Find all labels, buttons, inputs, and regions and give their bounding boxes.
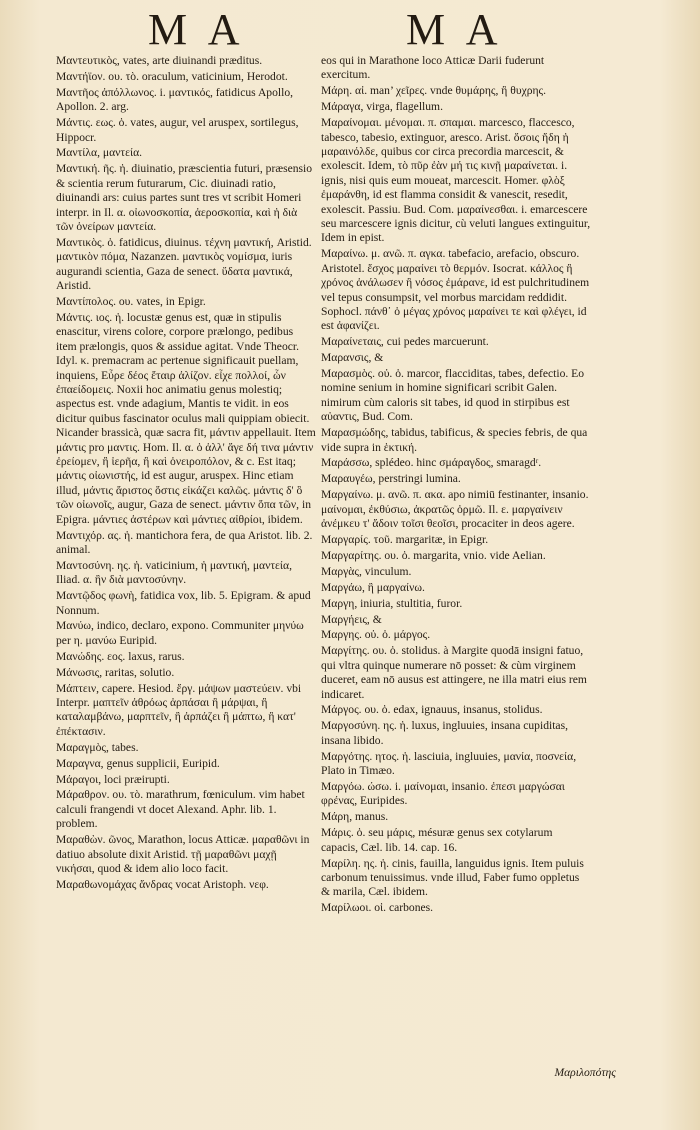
dictionary-entry: Μαργότης. ητος. ἡ. lasciuia, ingluuies, μανία, ποσνεία, Plato in Timæo. bbox=[321, 749, 577, 778]
dictionary-entry: Μαρανσις, & bbox=[321, 351, 384, 365]
dictionary-entry: Μαργίτης. ου. ὁ. stolidus. à Margite quodā insigni fatuo, qui vltra quinque numerare nō posset: & cùm virginem duceret, eam nō ausus est attingere, ne illa matri eius rem indicaret. bbox=[321, 644, 587, 701]
dictionary-entry: Μάρη, manus. bbox=[321, 810, 389, 824]
dictionary-entry: Μάντις. ιος. ἡ. locustæ genus est, quæ in stipulis enascitur, virens colore, corpore prælongo, pedibus item prælongis, quos & assidue agitat. Vnde Theocr. Idyl. κ. premacram ac pertenue significauit puellam, inquiens, Εὖρε δέος ἔταιρ ἀλίζον. εἶχε πολλοί, ὧν ἐπαείδομεις. Noxii hoc animatiu genus molestiq; aspectus est. vnde adagium, Mantis te vidit. in eos dicitur quibus fascinator oculus mali quippiam obiecit. Nicander brassicà, quæ sacra fit, μάντιν appellauit. Item μάντις pro μαντις. Hom. Il. α. ὁ ἀλλ' ἄγε δή τινα μάντιν ἐρείομεν, ἢ ἱερῆα, ἢ καὶ ὀνειροπόλον, & c. Est itaq; μάντις οἰωνιστής, id est augur, aruspex. Hinc etiam illud, μάντις ἄριστος ὅστις εἰκάζει καλῶς. μάντις δ' ὃ τῶν οἰωνοῖς, augur, Gaza de senect. μάντιν ὄπα τῶν, in Epigra. μάντιες ἀστέρων καὶ μάντιες αἰθρίοι, ibidem. bbox=[56, 310, 316, 526]
dictionary-entry: Μαντοσύνη. ης. ἡ. vaticinium, ἡ μαντική, μαντεία, Iliad. α. ἣν διὰ μαντοσύνην. bbox=[56, 558, 292, 587]
dictionary-entry: Μαραγνα, genus supplicii, Euripid. bbox=[56, 756, 220, 770]
running-head-right: M A bbox=[406, 5, 504, 54]
dictionary-entry: Μαντίπολος. ου. vates, in Epigr. bbox=[56, 295, 206, 308]
dictionary-entry: Μαραγμὸς, tabes. bbox=[56, 740, 139, 754]
catchword: Μαριλοπότης bbox=[554, 1066, 616, 1079]
dictionary-entry: Μάργος. ου. ὁ. edax, ignauus, insanus, stolidus. bbox=[321, 703, 543, 717]
dictionary-entry: Μανώδης. εος. laxus, rarus. bbox=[56, 649, 185, 663]
dictionary-entry: Μαντῷδος φωνὴ, fatidica vox, lib. 5. Epigram. & apud Nonnum. bbox=[56, 589, 311, 617]
dictionary-entry: Μαργης. οὐ. ὁ. μάργος. bbox=[321, 628, 431, 642]
dictionary-entry: Μαντίλα, μαντεία. bbox=[56, 146, 143, 160]
dictionary-entry: Μαρίλη. ης. ἡ. cinis, fauilla, languidus ignis. Item puluis carbonum tenuissimus. vnde illud, Faber fumo oppletus & marila, Cæl. ibidem. bbox=[321, 856, 584, 899]
dictionary-entry: Μάραθρον. ου. τὸ. marathrum, fœniculum. vim habet calculi frangendi vt docet Alexand. Aphr. lib. 1. problem. bbox=[56, 788, 305, 831]
right-column bbox=[321, 54, 591, 917]
dictionary-entry: Μαράσσω, splédeo. hinc σμάραγδος, smaragdʳ. bbox=[321, 456, 542, 470]
dictionary-entry: Μαργαίνω. μ. ανῶ. π. ακα. apo nimiū festinanter, insanio. μαίνομαι, ἐκθύσιω, ἀκρατῶς ὁρμῶ. Il. ε. μαργαίνειν ἀνέμκευ τ' ἄδοιν τοῖσι θεοῖσι, procaciter in deos agere. bbox=[321, 488, 589, 531]
dictionary-entry: Μαργὰς, vinculum. bbox=[321, 564, 412, 578]
dictionary-entry: Μάνωσις, raritas, solutio. bbox=[56, 665, 175, 679]
dictionary-entry: Μαντευτικὸς, vates, arte diuinandi præditus. bbox=[56, 54, 263, 67]
running-head-left: M A bbox=[148, 5, 246, 54]
dictionary-entry: Μαργαρίς. τοῦ. margaritæ, in Epigr. bbox=[321, 533, 489, 546]
dictionary-entry: Μαργήεις, & bbox=[321, 612, 382, 626]
left-column bbox=[56, 54, 316, 894]
dictionary-entry: Μαραίνεταις, cui pedes marcuerunt. bbox=[321, 335, 489, 349]
dictionary-entry: Μαργόω. ώσω. i. μαίνομαι, insanio. ἐπεσι μαργώσαι φρένας, Euripides. bbox=[321, 780, 565, 808]
dictionary-entry: Μαργάω, ἢ μαργαίνω. bbox=[321, 580, 425, 594]
dictionary-entry: Μαρίλωοι. οἱ. carbones. bbox=[321, 901, 434, 915]
dictionary-entry: Μαραίνω. μ. ανῶ. π. αγκα. tabefacio, arefacio, obscuro. Aristotel. ἔσχος μαραίνει τὸ θερμόν. Isocrat. κάλλος ἢ χρόνος ἀνάλωσεν ἢ νόσος ἐμάρανε, id est pulchritudinem vel tepus consumpsit, vel morbus marcidam reddidit. Sophocl. πάνθ᾽ ὁ μέγας χρόνος μαραίνει τε καὶ φλέγει, id est ἀφανίζει. bbox=[321, 247, 590, 333]
dictionary-entry: eos qui in Marathone loco Atticæ Darii fuderunt exercitum. bbox=[321, 54, 545, 82]
dictionary-entry: Μάρις. ὁ. seu μάρις, mésuræ genus sex cotylarum capacis, Cæl. lib. 14. cap. 16. bbox=[321, 826, 553, 854]
dictionary-entry: Μάπτειν, capere. Hesiod. ἔργ. μάψων μαστεύειν. vbi Interpr. μαπτεῖν ἀθρόως ἀρπάσαι ἢ μάρψαι, ἢ καταλαμβάνω, μαρπτεῖν, ἢ ἀρπάζει ἢ μάπτω, ἢ κατ' ἐπέκτασιν. bbox=[56, 681, 302, 738]
dictionary-entry: Μανύω, indico, declaro, expono. Communiter μηνύω per η. μανύω Euripid. bbox=[56, 619, 304, 647]
dictionary-entry: Μαργαρίτης. ου. ὁ. margarita, vnio. vide Aelian. bbox=[321, 548, 546, 562]
dictionary-entry: Μαργη, iniuria, stultitia, furor. bbox=[321, 596, 463, 610]
dictionary-entry: Μαραυγέω, perstringi lumina. bbox=[321, 472, 461, 486]
dictionary-entry: Μαντιχόρ. ας. ἡ. mantichora fera, de qua Aristot. lib. 2. animal. bbox=[56, 528, 313, 556]
dictionary-entry: Μαρασμὸς. οὐ. ὁ. marcor, flacciditas, tabes, defectio. Eo nomine senium in homine significari scribit Galen. nimirum cùm caloris sit tabes, id quod in stirpibus est αὐαντις, Bud. Com. bbox=[321, 367, 585, 424]
dictionary-entry: Μάραγα, virga, flagellum. bbox=[321, 100, 443, 114]
dictionary-entry: Μαργοσύνη. ης. ἡ. luxus, ingluuies, insana cupiditas, insana libido. bbox=[321, 719, 568, 747]
dictionary-entry: Μάρη. αἰ. man’ χεῖρες. vnde θυμάρης, ἢ θυχρης. bbox=[321, 84, 547, 98]
dictionary-entry: Μαραθὼν. ῶνος, Marathon, locus Atticæ. μαραθῶνι in datiuo absolute dixit Aristid. τῇ μαραθῶνι μαχῇ νικήσαι, quod & idem alio loco facit. bbox=[56, 833, 310, 875]
dictionary-entry: Μάραγοι, loci præirupti. bbox=[56, 772, 170, 786]
dictionary-entry: Μαντικὸς. ὁ. fatidicus, diuinus. τέχνη μαντική, Aristid. μαντικὸν πόμα, Nazanzen. μαντικὸς νομίσμα, iuris augurandi scientia, Gaza de senect. ὕδατα μαντικά, Aristid. bbox=[56, 235, 312, 293]
dictionary-entry: Μαραθωνομάχας ἄνδρας vocat Aristoph. νεφ. bbox=[56, 877, 269, 891]
dictionary-entry: Μαντήϊον. ου. τὸ. oraculum, vaticinium, Herodot. bbox=[56, 69, 288, 83]
dictionary-entry: Μαντῆος ἀπόλλωνος. i. μαντικός, fatidicus Apollo, Apollon. 2. arg. bbox=[56, 85, 294, 114]
dictionary-entry: Μαντική. ῆς. ἡ. diuinatio, præscientia futuri, præsensio & scientia rerum futurarum, Cic. diuinadi ratio, diuinandi ars: cuius partes sunt tres vt scribit Homeri interpr. in Il. α. οἰωνοσκοπία, ἀεροσκοπία, καὶ ἡ διὰ τῶν ὀνείρων μαντεία. bbox=[56, 162, 313, 233]
dictionary-entry: Μαραίνομαι. μένομαι. π. σπαμαι. marcesco, flaccesco, tabesco, tabesio, extinguor, aresco. Arist. ὅσοις ἤδη ἡ μαραινόλδε, quibus cor circa precordia marcescit, & exolescit. Idem, τὸ πῦρ ἐὰν μή τις κινῇ μαραίνεται. i. ignis, nisi quis eum moueat, marcescit. Homer. φλὸξ ἐμαράνθη, id est flamma considit & vanescit, resedit, exolescit. Passiu. Bud. Com. μαραίνεσθαι. i. emarcescere seu marcescere ignis dicitur, cù veluti langues extinguitur, Idem in epist. bbox=[321, 116, 591, 245]
dictionary-entry: Μαρασμώδης, tabidus, tabificus, & species febris, de qua vide supra in ἑκτική. bbox=[321, 426, 588, 454]
dictionary-entry: Μάντις. εως. ὁ. vates, augur, vel aruspex, sortilegus, Hippocr. bbox=[56, 116, 299, 144]
